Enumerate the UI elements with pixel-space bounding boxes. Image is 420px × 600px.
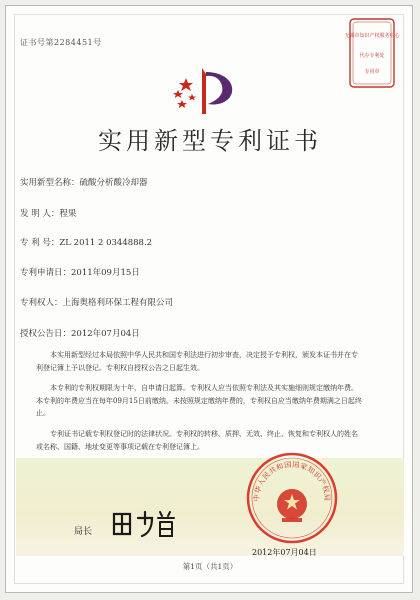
field-patent-number (20, 236, 152, 248)
official-seal-icon (246, 452, 338, 544)
paragraph-term: 本专利的专利权期限为十年，自申请日起算。专利权人应当依照专利法及其实施细则规定缴纳年费。本专利的年费应当在每年09月15日前缴纳。未按照规定缴纳年费的，专利权自应当缴纳年费期满之日起终止。 (36, 384, 362, 417)
field-filing-date (20, 266, 140, 278)
security-band (16, 458, 404, 556)
field-utility-model-name (20, 176, 148, 188)
corner-seal-line-3: 专用章 (364, 69, 380, 75)
field-label: 发 明 人： (20, 209, 60, 219)
page-indicator: 第1页（共1页） (182, 562, 238, 571)
field-inventor (20, 207, 76, 219)
field-label: 授权公告日： (20, 329, 72, 339)
field-label: 实用新型名称： (20, 178, 80, 188)
field-value: 2012年07月04日 (71, 329, 140, 339)
certificate-number: 证书号第2284451号 (20, 38, 102, 47)
cnipa-logo-icon (172, 60, 242, 120)
field-value: 2011年09月15日 (71, 268, 140, 278)
director-signature (108, 506, 188, 540)
field-label: 专利权人： (20, 298, 63, 308)
field-label: 专 利 号： (20, 238, 60, 248)
field-value: 程果 (59, 209, 77, 219)
field-value: ZL 2011 2 0344888.2 (59, 238, 153, 248)
issue-date: 2012年07月04日 (252, 548, 317, 557)
paragraph-status: 专利证书记载专利权登记时的法律状况。专利权的转移、质押、无效、终止、恢复和专利权人的姓名或名称、国籍、地址变更等事项记载在专利登记簿上。 (36, 430, 358, 451)
field-grant-date (20, 327, 140, 339)
field-label: 专利申请日： (20, 268, 72, 278)
certificate-title: 实用新型专利证书 (98, 127, 322, 155)
field-value: 上海奥格利环保工程有限公司 (62, 298, 174, 308)
field-value: 硫酸分析酸冷却器 (79, 178, 148, 188)
director-label: 局长 (74, 527, 93, 537)
field-patentee (20, 296, 173, 308)
seal-text: 中华人民共和国国家知识产权局 (251, 459, 333, 502)
corner-seal-line-2: 代办专利处 (359, 53, 385, 59)
agency-seal-icon (344, 17, 400, 89)
corner-seal-line-1: 无锡市知识产权服务中心 (344, 33, 400, 39)
paragraph-grant: 本实用新型经过本局依照中华人民共和国专利法进行初步审查，决定授予专利权，颁发本证书并在专利登记簿上予以登记。专利权自授权公告之日起生效。 (36, 351, 358, 372)
